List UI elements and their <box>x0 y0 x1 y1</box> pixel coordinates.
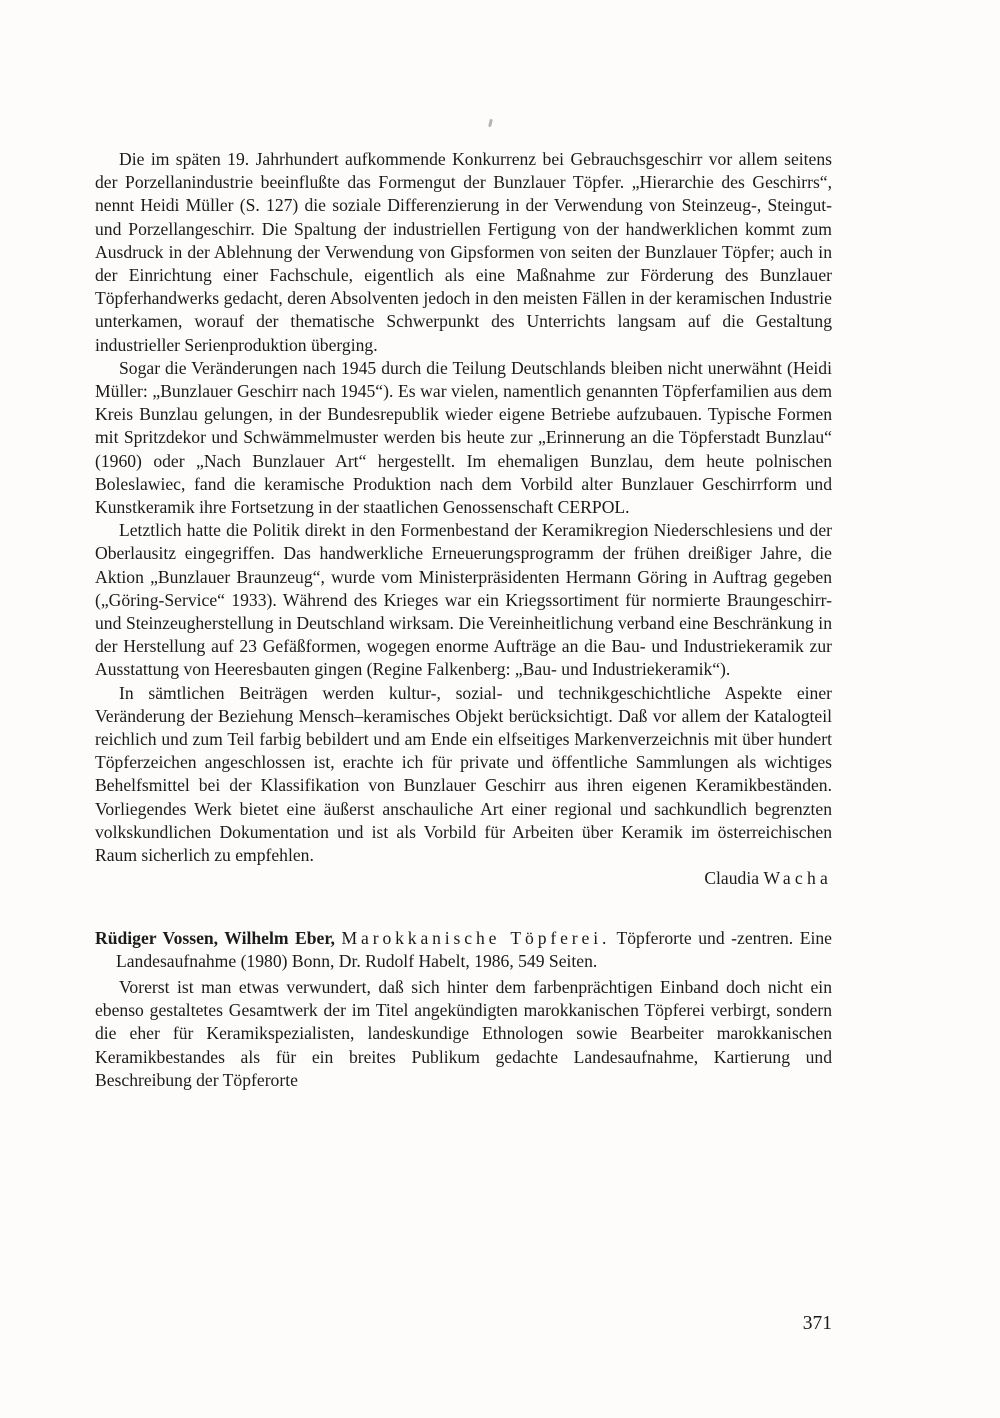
reviewer-last-name: Wacha <box>763 868 832 889</box>
page-text-block <box>95 148 832 1092</box>
reviewer-first-name: Claudia <box>704 868 760 889</box>
review-paragraph: In sämtlichen Beiträgen werden kultur-, sozial- und technikgeschichtliche Aspekte einer Veränderung der Beziehung Mensch–keramisches Objekt berücksichtigt. Daß vor allem der Katalogteil reichlich und zum Teil farbig bebildert und am Ende ein elfseitiges Markenverzeichnis mit über hundert Töpferzeichen angeschlossen ist, erachte ich für private und öffentliche Sammlungen als wichtiges Behelfsmittel bei der Klassifikation von Bunzlauer Geschirr aus ihren eigenen Keramikbeständen. Vorliegendes Werk bietet eine äußerst anschauliche Art einer regional und sachkundlich begrenzten volkskundlichen Dokumentation und ist als Vorbild für Arbeiten über Keramik im österreichischen Raum sicherlich zu empfehlen. <box>95 682 832 866</box>
ink-speck <box>488 119 493 127</box>
review-paragraph: Letztlich hatte die Politik direkt in den Formenbestand der Keramikregion Niederschlesiens und der Oberlausitz eingegriffen. Das handwerkliche Erneuerungsprogramm der frühen dreißiger Jahre, die Aktion „Bunzlauer Braunzeug“, wurde vom Ministerpräsidenten Hermann Göring in Auftrag gegeben („Göring-Service“ 1933). Während des Krieges war ein Kriegssortiment für normierte Braungeschirr- und Steinzeugherstellung in Deutschland wirksam. Die Vereinheitlichung verband eine Beschränkung in der Herstellung auf 23 Gefäßformen, wogegen enorme Aufträge an die Bau- und Industriekeramik zur Ausstattung von Heeresbauten gingen (Regine Falkenberg: „Bau- und Industriekeramik“). <box>95 520 832 680</box>
page-number: 371 <box>802 1313 832 1334</box>
review-title: Marokkanische Töpferei. <box>341 927 611 948</box>
review-paragraph: Die im späten 19. Jahrhundert aufkommende Konkurrenz bei Gebrauchsgeschirr vor allem seitens der Porzellanindustrie beeinflußte das Formengut der Bunzlauer Töpfer. „Hierarchie des Geschirrs“, nennt Heidi Müller (S. 127) die soziale Differenzierung in der Verwendung von Steinzeug-, Steingut- und Porzellangeschirr. Die Spaltung der industriellen Fertigung von der handwerklichen kommt zum Ausdruck in der Ablehnung der Verwendung von Gipsformen von seiten der Bunzlauer Töpfer; auch in der Einrichtung einer Fachschule, eigentlich als eine Maßnahme zur Förderung des Bunzlauer Töpferhandwerks gedacht, deren Absolventen jedoch in den meisten Fällen in der keramischen Industrie unterkamen, worauf der thematische Schwerpunkt des Unterrichts langsam auf die Gestaltung industrieller Serienproduktion überging. <box>95 149 832 355</box>
review-wacha-body <box>95 148 832 891</box>
review-paragraph: Sogar die Veränderungen nach 1945 durch die Teilung Deutschlands bleiben nicht unerwähnt (Heidi Müller: „Bunzlauer Geschirr nach 1945“). Es war vielen, namentlich genannten Töpferfamilien aus dem Kreis Bunzlau gelungen, in der Bundesrepublik wieder eigene Betriebe aufzubauen. Typische Formen mit Spritzdekor und Schwämmelmuster werden bis heute zur „Erinnerung an die Töpferstadt Bunzlau“ (1960) oder „Nach Bunzlauer Art“ hergestellt. Im ehemaligen Bunzlau, dem heute polnischen Boleslawiec, fand die keramische Produktion nach dem Vorbild alter Bunzlauer Geschirrform und Kunstkeramik ihre Fortsetzung in der staatlichen Genossenschaft CERPOL. <box>95 357 832 518</box>
review-heading <box>95 927 832 973</box>
review-authors: Rüdiger Vossen, Wilhelm Eber, <box>95 927 335 948</box>
review-paragraph: Vorerst ist man etwas verwundert, daß sich hinter dem farbenprächtigen Einband doch nicht ein ebenso gestaltetes Gesamtwerk der im Titel angekündigten marokkanischen Töpferei verbirgt, sondern die eher für Keramikspezialisten, landeskundige Ethnologen sowie Bearbeiter marokkanischen Keramikbestandes als für ein breites Publikum gedachte Landesaufnahme, Kartierung und Beschreibung der Töpferorte <box>95 976 832 1090</box>
review-vossen-body <box>95 976 832 1092</box>
review-publication-details: Töpferorte und -zentren. Eine Landesaufnahme (1980) Bonn, Dr. Rudolf Habelt, 1986, 549 Seiten. <box>116 927 832 971</box>
reviewer-signature <box>95 867 832 890</box>
